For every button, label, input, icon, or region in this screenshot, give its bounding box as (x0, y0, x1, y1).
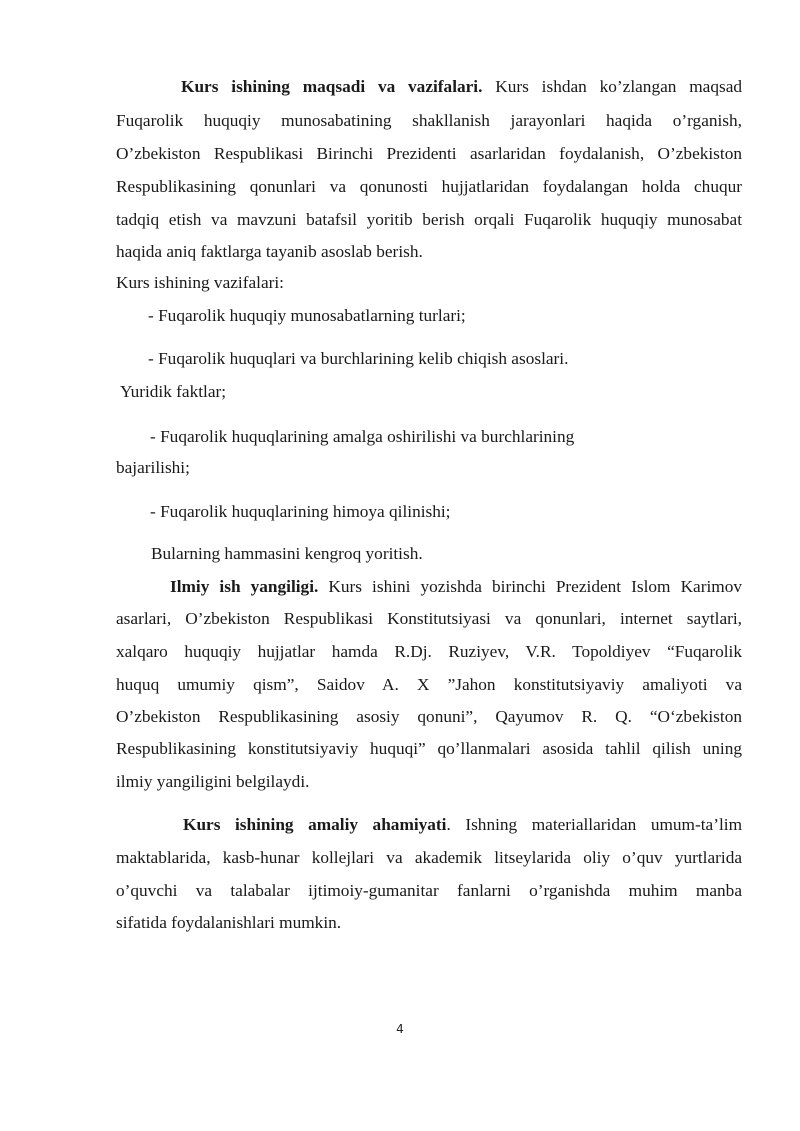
list-item: - Fuqarolik huquqlari va burchlarining kelib chiqish asoslari. (148, 349, 569, 368)
paragraph-line: haqida aniq faktlarga tayanib asoslab berish. (116, 242, 423, 261)
list-item: - Fuqarolik huquqlarining himoya qilinishi; (150, 502, 451, 521)
paragraph-line: Ilmiy ish yangiligi. Kurs ishini yozishda birinchi Prezident Islom Karimov (170, 577, 742, 596)
paragraph-line: O’zbekiston Respublikasi Birinchi Prezidenti asarlaridan foydalanish, O’zbekiston (116, 144, 742, 163)
paragraph-line: o’quvchi va talabalar ijtimoiy-gumanitar fanlarni o’rganishda muhim manba (116, 881, 742, 900)
list-item-continuation: bajarilishi; (116, 458, 190, 477)
tasks-intro: Kurs ishining vazifalari: (116, 273, 284, 292)
paragraph-line: tadqiq etish va mavzuni batafsil yoritib berish orqali Fuqarolik huquqiy munosabat (116, 210, 742, 229)
section-heading: Kurs ishining maqsadi va vazifalari. (181, 77, 483, 96)
paragraph-line: Respublikasining qonunlari va qonunosti hujjatlaridan foydalangan holda chuqur (116, 177, 742, 196)
paragraph-line: maktablarida, kasb-hunar kollejlari va akademik litseylarida oliy o’quv yurtlarida (116, 848, 742, 867)
paragraph-line: ilmiy yangiligini belgilaydi. (116, 772, 310, 791)
paragraph-line: Fuqarolik huquqiy munosabatining shakllanish jarayonlari haqida o’rganish, (116, 111, 742, 130)
paragraph-line: Respublikasining konstitutsiyaviy huquqi” qo’llanmalari asosida tahlil qilish uning (116, 739, 742, 758)
paragraph-line: Kurs ishining amaliy ahamiyati. Ishning materiallaridan umum-ta’lim (183, 815, 743, 834)
paragraph-line: sifatida foydalanishlari mumkin. (116, 913, 342, 932)
list-item: - Fuqarolik huquqlarining amalga oshirilishi va burchlarining (150, 427, 575, 446)
section-heading: Kurs ishining amaliy ahamiyati (183, 815, 447, 834)
paragraph-line: asarlari, O’zbekiston Respublikasi Konstitutsiyasi va qonunlari, internet saytlari, (116, 609, 742, 628)
tasks-summary: Bularning hammasini kengroq yoritish. (151, 544, 423, 563)
paragraph-line: huquq umumiy qism”, Saidov A. X ”Jahon konstitutsiyaviy amaliyoti va (116, 675, 742, 694)
list-item: - Fuqarolik huquqiy munosabatlarning turlari; (148, 306, 466, 325)
paragraph-line: xalqaro huquqiy hujjatlar hamda R.Dj. Ruziyev, V.R. Topoldiyev “Fuqarolik (116, 642, 742, 661)
paragraph-line: O’zbekiston Respublikasining asosiy qonuni”, Qayumov R. Q. “O‘zbekiston (116, 707, 742, 726)
section-heading: Ilmiy ish yangiligi. (170, 577, 319, 596)
list-item-continuation: Yuridik faktlar; (120, 382, 227, 401)
paragraph-line: Kurs ishining maqsadi va vazifalari. Kurs ishdan ko’zlangan maqsad (181, 77, 743, 96)
page-number: 4 (396, 1022, 404, 1036)
